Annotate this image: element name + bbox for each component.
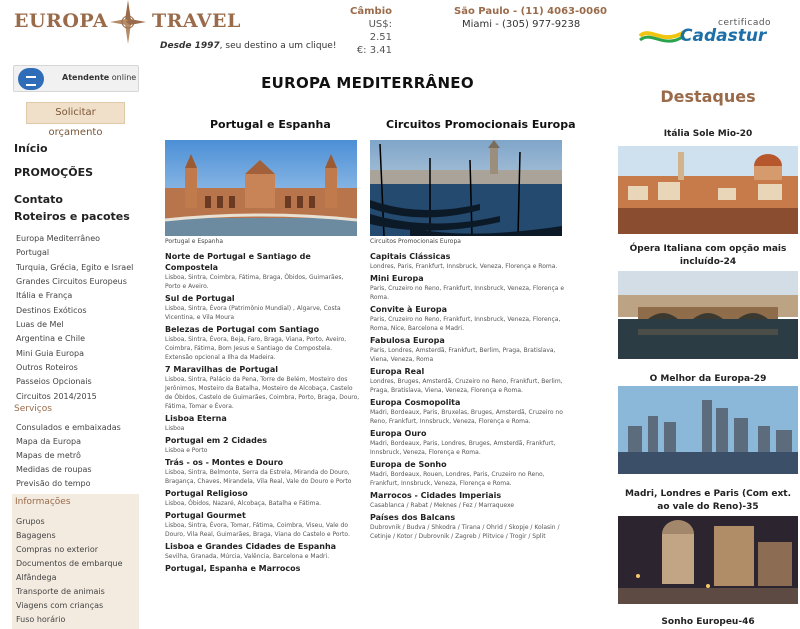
phone-sao-paulo: São Paulo - (11) 4063-0060 [454, 6, 607, 17]
sidebar-item-compras[interactable]: Compras no exterior [16, 545, 99, 554]
trip-desc: Dubrovnik / Budva / Shkodra / Tirana / Ohrid / Skopje / Kolasin / Cetinje / Kotor / Dubrovnik / Zagreb / Plitvice / Trogir / Split [370, 524, 560, 540]
trip-title[interactable]: Lisboa Eterna [165, 414, 227, 423]
nav-promocoes[interactable]: PROMOÇÕES [14, 166, 94, 179]
nav-inicio[interactable]: Início [14, 142, 48, 155]
sidebar-item-turquia[interactable]: Turquia, Grécia, Egito e Israel [16, 262, 134, 272]
sidebar-item-mapa-europa[interactable]: Mapa da Europa [16, 437, 81, 446]
trip-desc: Madri, Bordeaux, Paris, Bruxelas, Bruges, Amsterdã, Cruzeiro no Reno, Frankfurt, Innsbruck, Veneza, Florença e Roma. [370, 409, 563, 425]
sidebar-item-luas-de-mel[interactable]: Luas de Mel [16, 320, 64, 330]
image-caption: Circuitos Promocionais Europa [370, 238, 461, 245]
trip-title[interactable]: Portugal Religioso [165, 489, 248, 498]
exchange-title: Câmbio [350, 6, 392, 17]
cadastur-badge[interactable] [638, 18, 778, 52]
trip-title[interactable]: Europa Real [370, 367, 425, 376]
trip-title[interactable]: Lisboa e Grandes Cidades de Espanha [165, 542, 337, 551]
cadastur-cert-label: certificado [718, 18, 772, 28]
trip-title[interactable]: Sul de Portugal [165, 294, 235, 303]
informacoes-list [16, 515, 123, 627]
trip-title[interactable]: Países dos Balcans [370, 513, 456, 522]
sidebar-item-mapas-metro[interactable]: Mapas de metrô [16, 451, 81, 460]
trip-title[interactable]: Belezas de Portugal com Santiago [165, 325, 320, 334]
trip-desc: Madri, Bordeaux, Paris, Londres, Bruges, Amsterdã, Frankfurt, Innsbruck, Veneza, Florença e Roma. [370, 440, 556, 456]
sidebar-item-grupos[interactable]: Grupos [16, 517, 45, 526]
trip-desc: Lisboa, Sintra, Évora, Tomar, Fátima, Coimbra, Viseu, Vale do Douro, Vila Real, Guimarães, Braga, Viana do Castelo e Porto. [165, 522, 350, 538]
column-portugal-espanha [165, 140, 360, 574]
sevilla-plaza-image[interactable] [165, 140, 357, 236]
sidebar-item-documentos[interactable]: Documentos de embarque [16, 559, 123, 568]
trip-title[interactable]: Convite à Europa [370, 305, 447, 314]
chat-icon [18, 68, 44, 90]
exchange-rates [350, 5, 392, 57]
sidebar-item-europa-mediterraneo[interactable]: Europa Mediterrâneo [16, 234, 101, 243]
trip-title[interactable]: Portugal Gourmet [165, 511, 246, 520]
trip-title[interactable]: Mini Europa [370, 274, 424, 283]
sidebar-item-alfandega[interactable]: Alfândega [16, 573, 57, 582]
florence-skyline-image[interactable] [618, 146, 798, 234]
sidebar-item-mini-guia[interactable]: Mini Guia Europa [16, 348, 85, 358]
request-quote-button[interactable]: Solicitar orçamento [26, 102, 125, 124]
trip-title[interactable]: Europa Ouro [370, 429, 427, 438]
logo-word-europa: EUROPA [14, 10, 109, 32]
destaque-label-sonho-europeu[interactable]: Sonho Europeu-46 [661, 617, 755, 627]
sidebar-item-destinos-exoticos[interactable]: Destinos Exóticos [16, 305, 87, 315]
logo-word-travel: TRAVEL [152, 10, 241, 32]
cadastur-swoosh-icon [638, 24, 686, 48]
destaque-label-madri-londres[interactable]: Madri, Londres e Paris (Com ext. ao vale do Reno)-35 [624, 489, 792, 512]
trip-desc: Sevilha, Granada, Múrcia, Valência, Barcelona e Madri. [165, 553, 330, 560]
trip-desc: Casablanca / Rabat / Meknes / Fez / Marraquexe [370, 502, 515, 509]
trip-desc: Lisboa, Sintra, Évora, Beja, Faro, Braga, Viana, Porto, Aveiro, Coimbra, Fátima, Bom Jesus e Santiago de Compostela. Extensão opcional a Ilha da Madeira. [165, 336, 347, 361]
eur-rate: €: 3.41 [356, 45, 392, 56]
contact-phones [454, 5, 607, 31]
servicos-list [16, 421, 121, 491]
trip-desc: Londres, Bruges, Amsterdã, Cruzeiro no Reno, Frankfurt, Berlim, Praga, Bratislava, Viena, Veneza, Florença e Roma. [370, 378, 563, 394]
site-logo[interactable] [10, 0, 337, 60]
informacoes-heading: Informações [15, 497, 71, 507]
destaque-label-melhor-europa[interactable]: O Melhor da Europa-29 [649, 374, 767, 384]
col-title-portugal-espanha[interactable]: Portugal e Espanha [210, 118, 331, 131]
trip-title[interactable]: Europa Cosmopolita [370, 398, 461, 407]
sidebar-item-consulados[interactable]: Consulados e embaixadas [16, 423, 121, 432]
trip-desc: Lisboa, Sintra, Coimbra, Fátima, Braga, Óbidos, Guimarães, Porto e Aveiro. [165, 274, 344, 290]
tagline: Desde 1997, seu destino a um clique! [160, 41, 337, 51]
frankfurt-skyline-image[interactable] [618, 386, 798, 474]
sidebar-item-bagagens[interactable]: Bagagens [16, 531, 56, 540]
sidebar-item-italia-franca[interactable]: Itália e França [16, 291, 73, 301]
page-title: EUROPA MEDITERRÂNEO [261, 74, 474, 92]
madrid-gran-via-image[interactable] [618, 516, 798, 604]
trip-desc: Paris, Cruzeiro no Reno, Frankfurt, Innsbruck, Veneza, Florença e Roma. [370, 285, 565, 301]
destaques-heading: Destaques [660, 87, 756, 106]
col-title-circuitos[interactable]: Circuitos Promocionais Europa [386, 118, 576, 131]
trip-title[interactable]: Marrocos - Cidades Imperiais [370, 491, 502, 500]
sidebar-item-grandes-circuitos[interactable]: Grandes Circuitos Europeus [16, 277, 127, 287]
roteiros-list [16, 232, 133, 404]
trip-title[interactable]: Fabulosa Europa [370, 336, 445, 345]
destaque-label-opera[interactable]: Ópera Italiana com opção mais incluído-24 [629, 244, 787, 267]
usd-rate: US$: 2.51 [368, 19, 392, 43]
trip-title[interactable]: Europa de Sonho [370, 460, 447, 469]
nav-contato[interactable]: Contato [14, 193, 63, 206]
trip-desc: Madri, Bordeaux, Rouen, Londres, Paris, Cruzeiro no Reno, Frankfurt, Innsbruck, Veneza, Florença e Roma. [370, 471, 545, 487]
trip-desc: Lisboa, Sintra, Belmonte, Serra da Estrela, Miranda do Douro, Bragança, Chaves, Mirandela, Vila Real, Vale do Douro e Porto [165, 469, 352, 485]
image-caption: Portugal e Espanha [165, 238, 224, 245]
phone-miami: Miami - (305) 977-9238 [462, 19, 581, 30]
trip-desc: Paris, Londres, Amsterdã, Frankfurt, Berlim, Praga, Bratislava, Viena, Veneza, Roma [370, 347, 556, 363]
sidebar-item-outros-roteiros[interactable]: Outros Roteiros [16, 363, 78, 373]
trip-title[interactable]: 7 Maravilhas de Portugal [165, 365, 279, 374]
trip-desc: Lisboa, Óbidos, Nazaré, Alcobaça, Batalha e Fátima. [165, 500, 322, 507]
ponte-vecchio-image[interactable] [618, 271, 798, 359]
trip-desc: Lisboa, Sintra, Palácio da Pena, Torre de Belém, Mosteiro dos Jerônimos, Mosteiro da Batalha, Mosteiro de Alcobaça, Castelo de Óbidos, Castelo de Guimarães, Coimbra, Porto, Braga, Douro, Fátima, Tomar e Évora. [165, 376, 360, 410]
trip-desc: Lisboa [165, 425, 185, 432]
trip-title[interactable]: Capitais Clássicas [370, 252, 451, 261]
chat-label: Atendente online [62, 73, 137, 82]
trip-title[interactable]: Portugal em 2 Cidades [165, 436, 268, 445]
sidebar-item-circuitos-2014[interactable]: Circuitos 2014/2015 [16, 391, 97, 401]
sidebar-item-portugal[interactable]: Portugal [16, 248, 50, 258]
trip-title[interactable]: Norte de Portugal e Santiago de Compostela [165, 252, 311, 272]
sidebar-item-previsao-tempo[interactable]: Previsão do tempo [16, 479, 91, 488]
compass-rose-icon [110, 0, 146, 44]
column-circuitos [370, 140, 565, 543]
informacoes-box [12, 494, 139, 629]
sidebar-item-medidas-roupas[interactable]: Medidas de roupas [16, 465, 92, 474]
trip-desc: Paris, Cruzeiro no Reno, Frankfurt, Innsbruck, Veneza, Florença, Roma, Nice, Barcelona e Madri. [370, 316, 561, 332]
sidebar-item-criancas[interactable]: Viagens com crianças [16, 601, 104, 610]
cadastur-name: Cadastur [680, 26, 767, 46]
sidebar-item-passeios-opcionais[interactable]: Passeios Opcionais [16, 377, 92, 387]
trip-desc: Lisboa, Sintra, Évora (Patrimônio Mundial) , Algarve, Costa Vicentina, e Vila Moura [165, 305, 341, 321]
destaque-label-italia[interactable]: Itália Sole Mio-20 [663, 129, 753, 139]
servicos-heading: Serviços [14, 404, 52, 414]
sidebar-item-argentina-chile[interactable]: Argentina e Chile [16, 334, 86, 344]
sidebar-item-fuso[interactable]: Fuso horário [16, 615, 66, 624]
trip-title[interactable]: Portugal, Espanha e Marrocos [165, 564, 301, 573]
trip-desc: Londres, Paris, Frankfurt, Innsbruck, Veneza, Florença e Roma. [370, 263, 558, 270]
trip-desc: Lisboa e Porto [165, 447, 208, 454]
online-chat-button[interactable] [13, 65, 139, 92]
venice-gondolas-image[interactable] [370, 140, 562, 236]
nav-roteiros[interactable]: Roteiros e pacotes [14, 210, 130, 223]
trip-title[interactable]: Trás - os - Montes e Douro [165, 458, 284, 467]
sidebar-item-animais[interactable]: Transporte de animais [16, 587, 105, 596]
